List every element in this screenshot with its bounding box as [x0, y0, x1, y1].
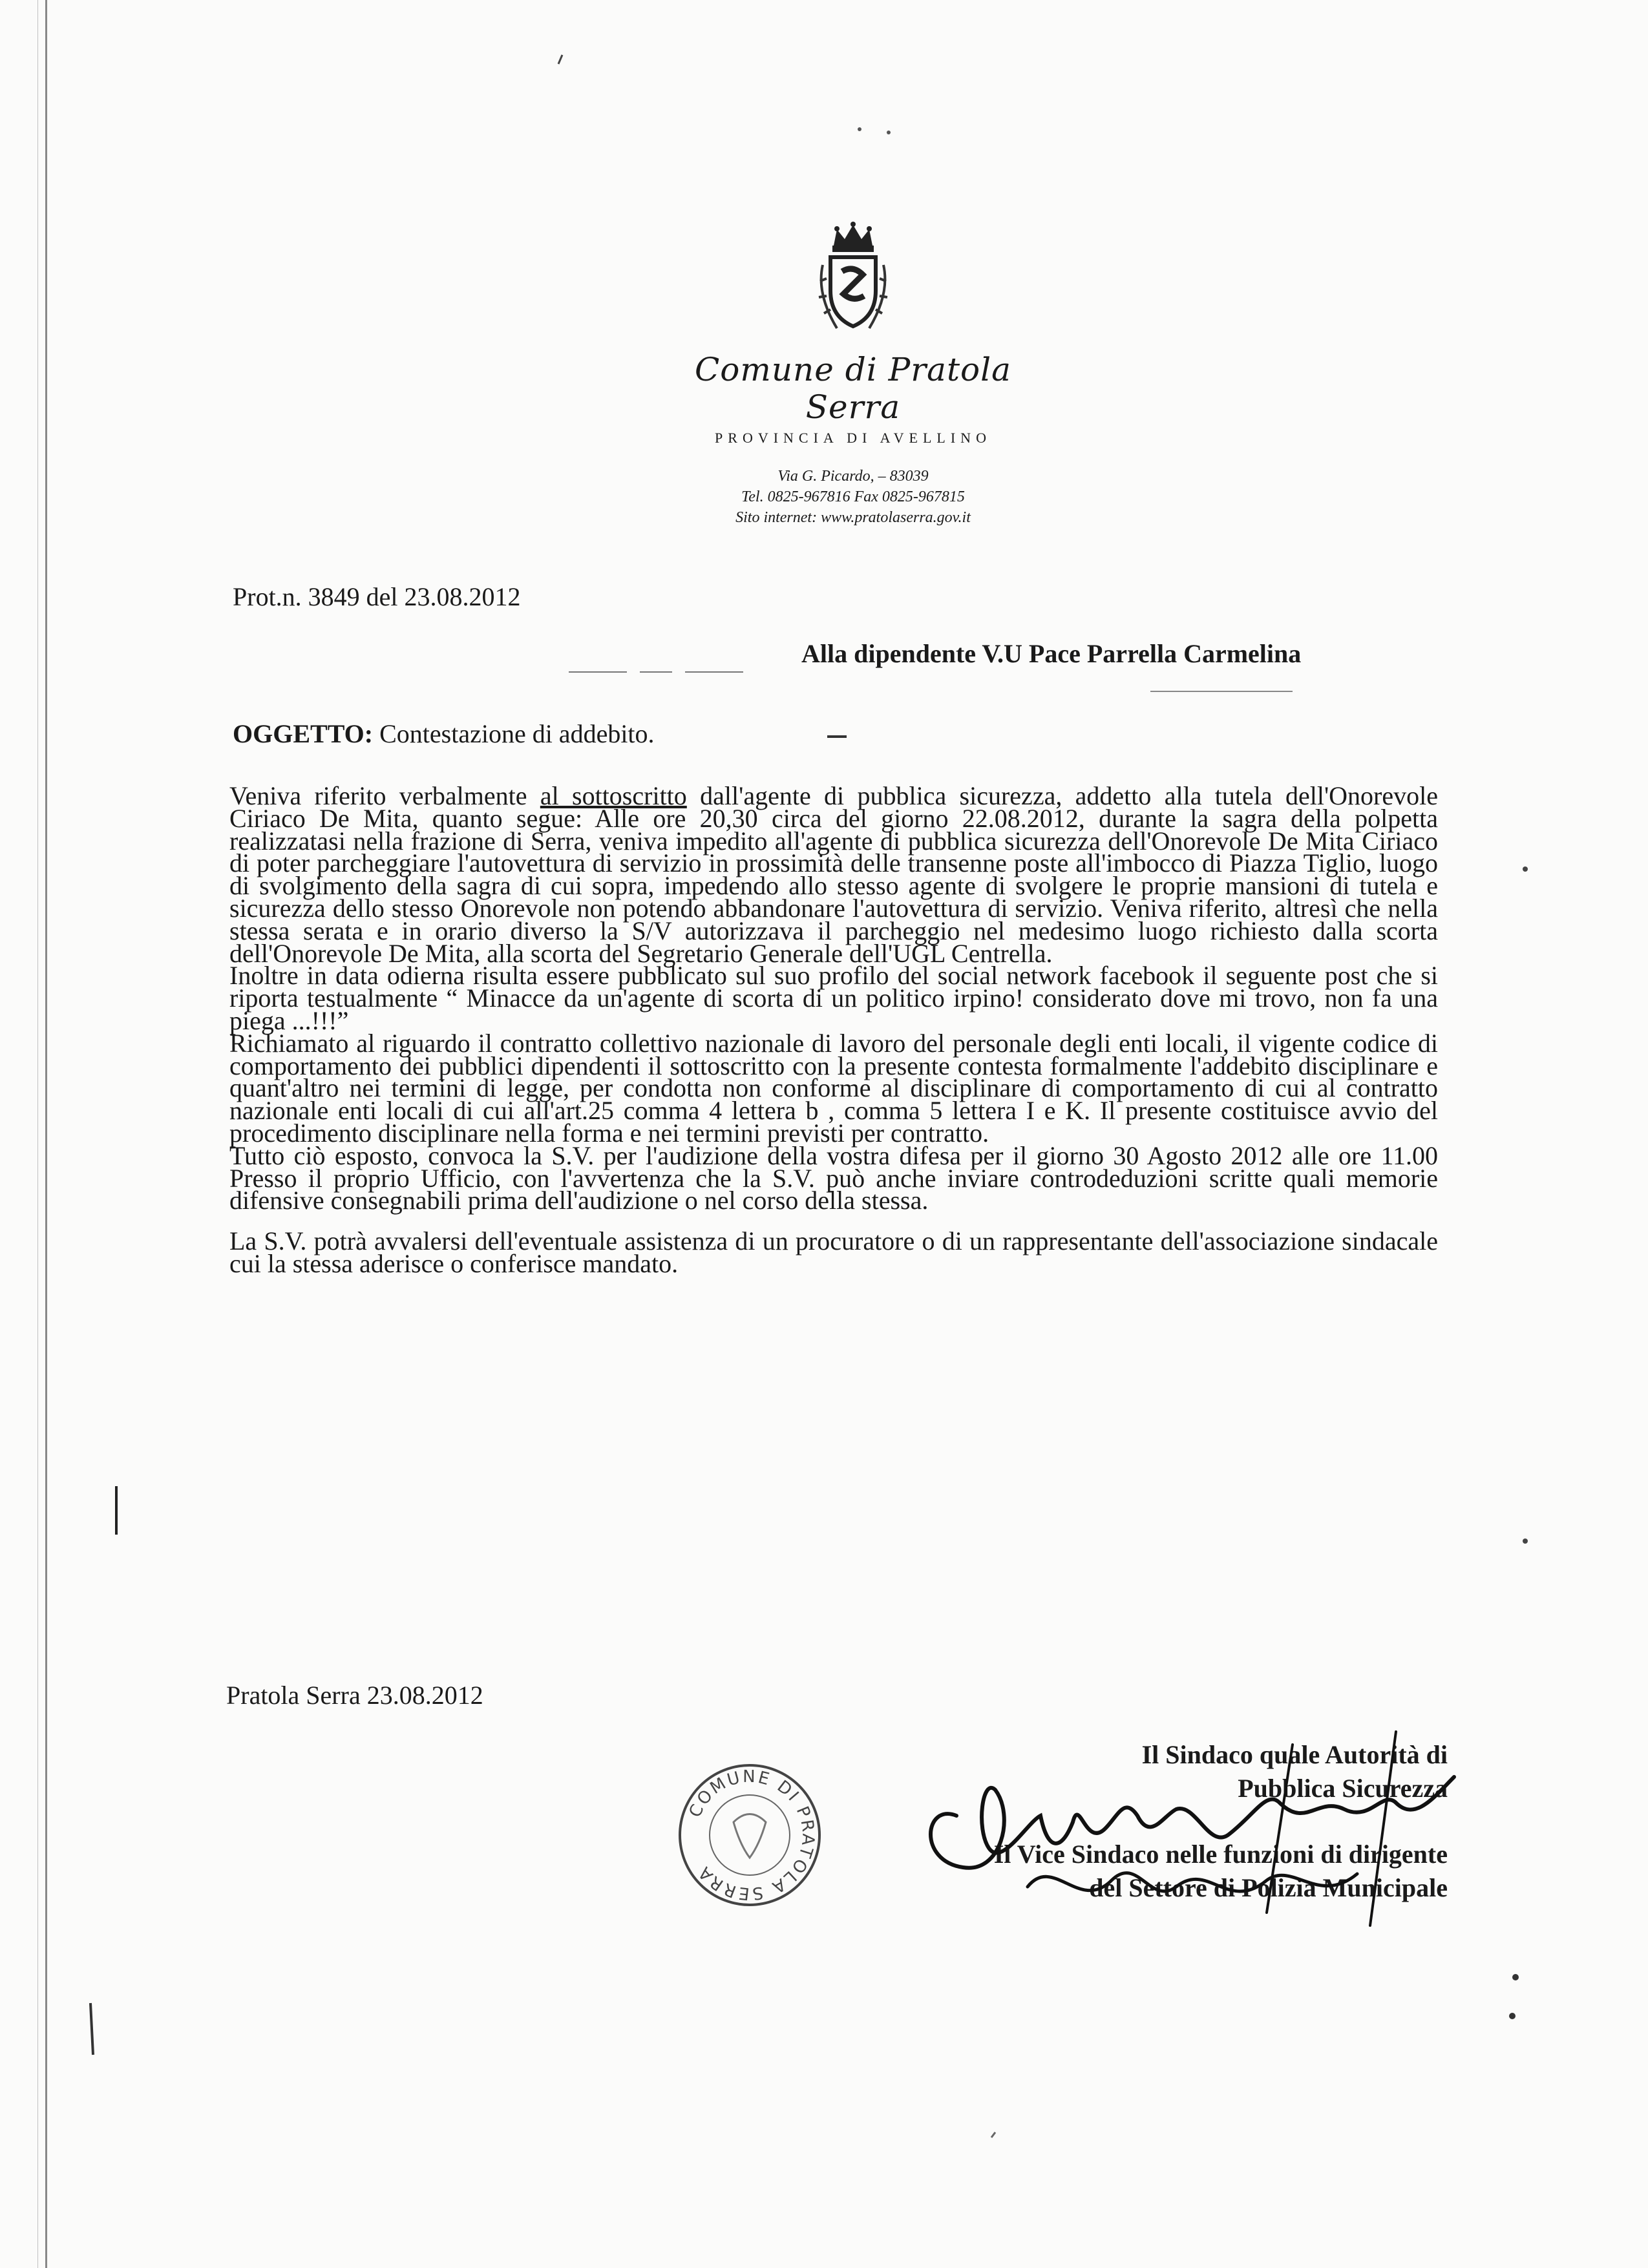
municipal-crest-icon	[811, 220, 895, 336]
vice-mayor-title-line1: Il Vice Sindaco nelle funzioni di dirigente	[993, 1840, 1448, 1869]
paragraph-4: Tutto ciò esposto, convoca la S.V. per l'audizione della vostra difesa per il giorno 30 Agosto 2012 alle ore 11.00 Presso il proprio Ufficio, con l'avvertenza che la S.V. può anche inviare controdeduzioni scritte quali memorie difensive consegnabili prima dell'audizione o nel corso della stessa.	[229, 1140, 1438, 1215]
paragraph-1-start: Veniva riferito verbalmente	[229, 781, 540, 810]
subject-text: Contestazione di addebito.	[379, 719, 655, 748]
mayor-title-line1: Il Sindaco quale Autorità di	[1141, 1740, 1448, 1769]
paragraph-5: La S.V. potrà avvalersi dell'eventuale assistenza di un procuratore o di un rappresentante dell'associazione sindacale cui la stessa aderisce o conferisce mandato.	[229, 1226, 1438, 1278]
municipality-name: Comune di Pratola Serra	[695, 351, 1011, 426]
underlined-phrase: al sottoscritto	[540, 781, 687, 810]
recipient-line: Alla dipendente V.U Pace Parrella Carmelina	[801, 639, 1302, 668]
paragraph-3: Richiamato al riguardo il contratto collettivo nazionale di lavoro del personale degli enti locali, il vigente codice di comportamento dei pubblici dipendenti il sottoscritto con la presente contesta formalmente l'addebito disciplinare e quant'altro nei termini di legge, per condotta non conforme al disciplinare di comportamento di cui al contratto nazionale enti locali di cui all'art.25 comma 4 lettera b , comma 5 lettera I e K. Il presente costituisce avvio del procedimento disciplinare nella forma e nei termini previsti per contratto.	[229, 1028, 1438, 1148]
province-name: PROVINCIA DI AVELLINO	[715, 430, 991, 446]
handwritten-signature-icon	[905, 1719, 1486, 1951]
address-line: Via G. Picardo, – 83039	[777, 468, 929, 485]
scan-border-line	[45, 0, 47, 2268]
subject-label: OGGETTO:	[233, 719, 374, 748]
paragraph-1-rest: dall'agente di pubblica sicurezza, addetto alla tutela dell'Onorevole Ciriaco De Mita, quanto segue: Alle ore 20,30 circa del giorno 22.08.2012, durante la sagra della polpetta realizzatasi nella frazione di Serra, veniva impedito all'agente di pubblica sicurezza dell'Onorevole De Mita Ciriaco di poter parcheggiare l'autovettura di servizio in prossimità delle transenne poste all'imbocco di Piazza Tiglio, luogo di svolgimento della sagra di cui sopra, impedendo allo stesso agente di svolgere le proprie mansioni di tutela e sicurezza dello stesso Onorevole non potendo abbandonare l'autovettura di servizio. Veniva riferito, altresì che nella stessa serata e in orario diverso la S/V autorizzava il parcheggio nel medesimo luogo richiesto dalla scorta dell'Onorevole De Mita, alla scorta del Segretario Generale dell'UGL Centrella.	[229, 781, 1438, 968]
svg-text:COMUNE DI PRATOLA SERRA: COMUNE DI PRATOLA SERRA	[685, 1767, 818, 1904]
subject-line	[233, 719, 655, 749]
vice-mayor-title-line2: del Settore di Polizia Municipale	[1089, 1873, 1448, 1902]
protocol-number: Prot.n. 3849 del 23.08.2012	[233, 582, 521, 611]
letterhead	[646, 220, 1060, 528]
phone-fax-line: Tel. 0825-967816 Fax 0825-967815	[741, 488, 965, 505]
scan-border-line-faint	[37, 0, 38, 2268]
website-line: Sito internet: www.pratolaserra.gov.it	[735, 509, 971, 526]
mayor-title-line2: Pubblica Sicurezza	[1238, 1774, 1448, 1803]
paragraph-1	[229, 781, 1438, 968]
paragraph-2: Inoltre in data odierna risulta essere pubblicato sul suo profilo del social network facebook il seguente post che si riporta testualmente “ Minacce da un'agente di scorta di un politico irpino! considerato dove mi trovo, non fa una piega ...!!!”	[229, 961, 1438, 1035]
address-block	[646, 466, 1060, 528]
letter-body	[229, 781, 1438, 1278]
place-and-date: Pratola Serra 23.08.2012	[226, 1681, 483, 1710]
official-stamp-icon	[675, 1761, 824, 1909]
